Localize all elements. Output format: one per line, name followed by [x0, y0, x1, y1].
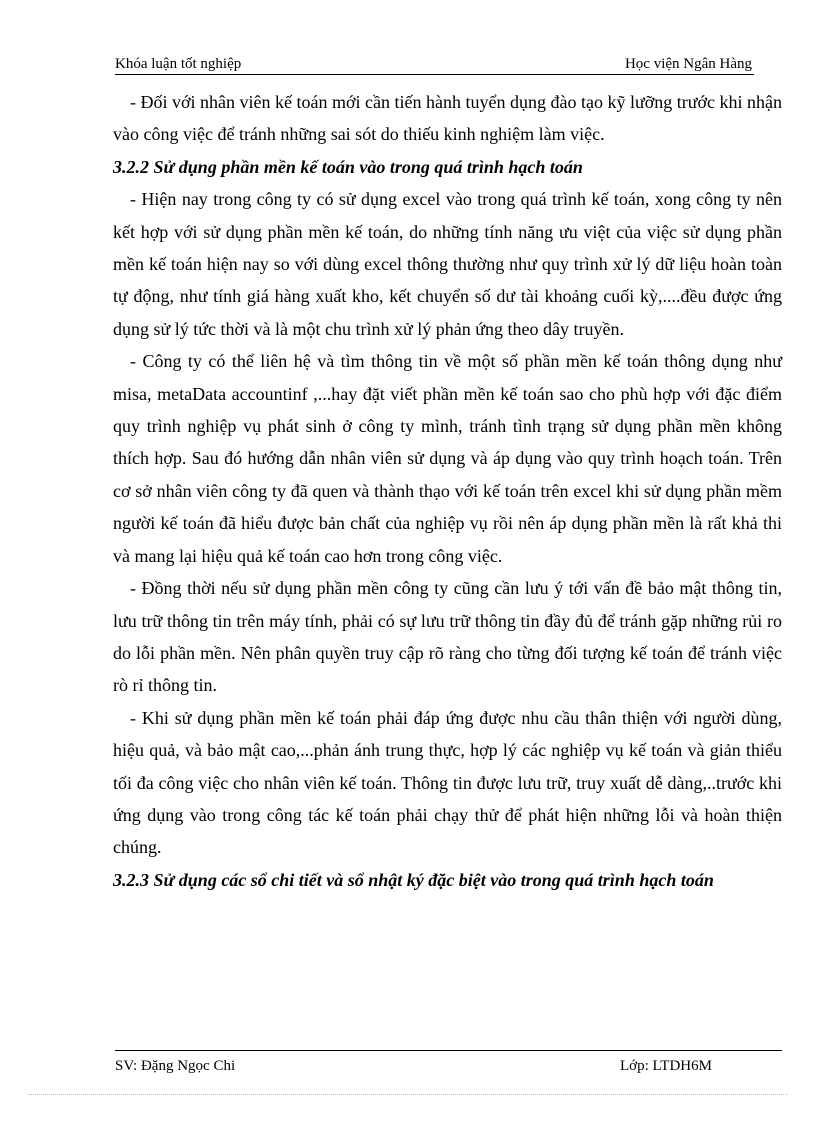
- page-footer: [115, 1050, 782, 1074]
- body-paragraph: - Đồng thời nếu sử dụng phần mền công ty cũng cần lưu ý tới vấn đề bảo mật thông tin, lưu trữ thông tin trên máy tính, phải có sự lưu trữ thông tin đầy đủ để tránh gặp những rủi ro do lỗi phần mền. Nên phân quyền truy cập rõ ràng cho từng đối tượng kế toán để tránh việc rò rỉ thông tin.: [113, 578, 782, 696]
- body-paragraph: - Hiện nay trong công ty có sử dụng excel vào trong quá trình kế toán, xong công ty nên kết hợp với sử dụng phần mền kế toán, do những tính năng ưu việt của việc sử dụng phần mền kế toán hiện nay so với dùng excel thông thường như quy trình xử lý dữ liệu hoàn toàn tự động, như tính giá hàng xuất kho, kết chuyển số dư tài khoảng cuối kỳ,....đều được ứng dụng sử lý tức thời và là một chu trình xử lý phản ứng theo dây truyền.: [113, 189, 782, 339]
- header-thesis-label: Khóa luận tốt nghiệp: [115, 56, 242, 72]
- footer-class-code: Lớp: LTDH6M: [620, 1058, 712, 1074]
- body-paragraph: - Công ty có thể liên hệ và tìm thông tin về một số phần mền kế toán thông dụng như misa, metaData accountinf ,...hay đặt viết phần mền kế toán sao cho phù hợp với đặc điểm quy trình nghiệp vụ phát sinh ở công ty mình, tránh tình trạng sử dụng phần mền không thích hợp. Sau đó hướng dẫn nhân viên sử dụng và áp dụng vào quy trình hoạch toán. Trên cơ sở nhân viên công ty đã quen và thành thạo với kế toán trên excel khi sử dụng phần mềm người kế toán đã hiểu được bản chất của nghiệp vụ rồi nên áp dụng phần mền là rất khả thi và mang lại hiệu quả kế toán cao hơn trong công việc.: [113, 351, 782, 566]
- section-heading-3-2-3: 3.2.3 Sử dụng các sổ chi tiết và sổ nhật ký đặc biệt vào trong quá trình hạch toán: [113, 869, 714, 890]
- page-bottom-divider: [28, 1094, 788, 1095]
- section-heading-3-2-2: 3.2.2 Sử dụng phần mền kế toán vào trong quá trình hạch toán: [113, 156, 583, 177]
- page-header: [115, 52, 754, 75]
- body-paragraph: - Khi sử dụng phần mền kế toán phải đáp ứng được nhu cầu thân thiện với người dùng, hiệu quả, và bảo mật cao,...phản ánh trung thực, hợp lý các nghiệp vụ kế toán và giản thiểu tối đa công việc cho nhân viên kế toán. Thông tin được lưu trữ, truy xuất dễ dàng,..trước khi ứng dụng vào trong công tác kế toán phải chạy thử để phát hiện những lỗi và hoàn thiện chúng.: [113, 707, 782, 858]
- header-institution-label: Học viện Ngân Hàng: [624, 56, 752, 72]
- page-body: [113, 86, 782, 896]
- footer-student-name: SV: Đặng Ngọc Chi: [115, 1058, 236, 1074]
- body-paragraph: - Đối với nhân viên kế toán mới cần tiến hành tuyển dụng đào tạo kỹ lưỡng trước khi nhận vào công việc để tránh những sai sót do thiếu kinh nghiệm làm việc.: [113, 92, 782, 145]
